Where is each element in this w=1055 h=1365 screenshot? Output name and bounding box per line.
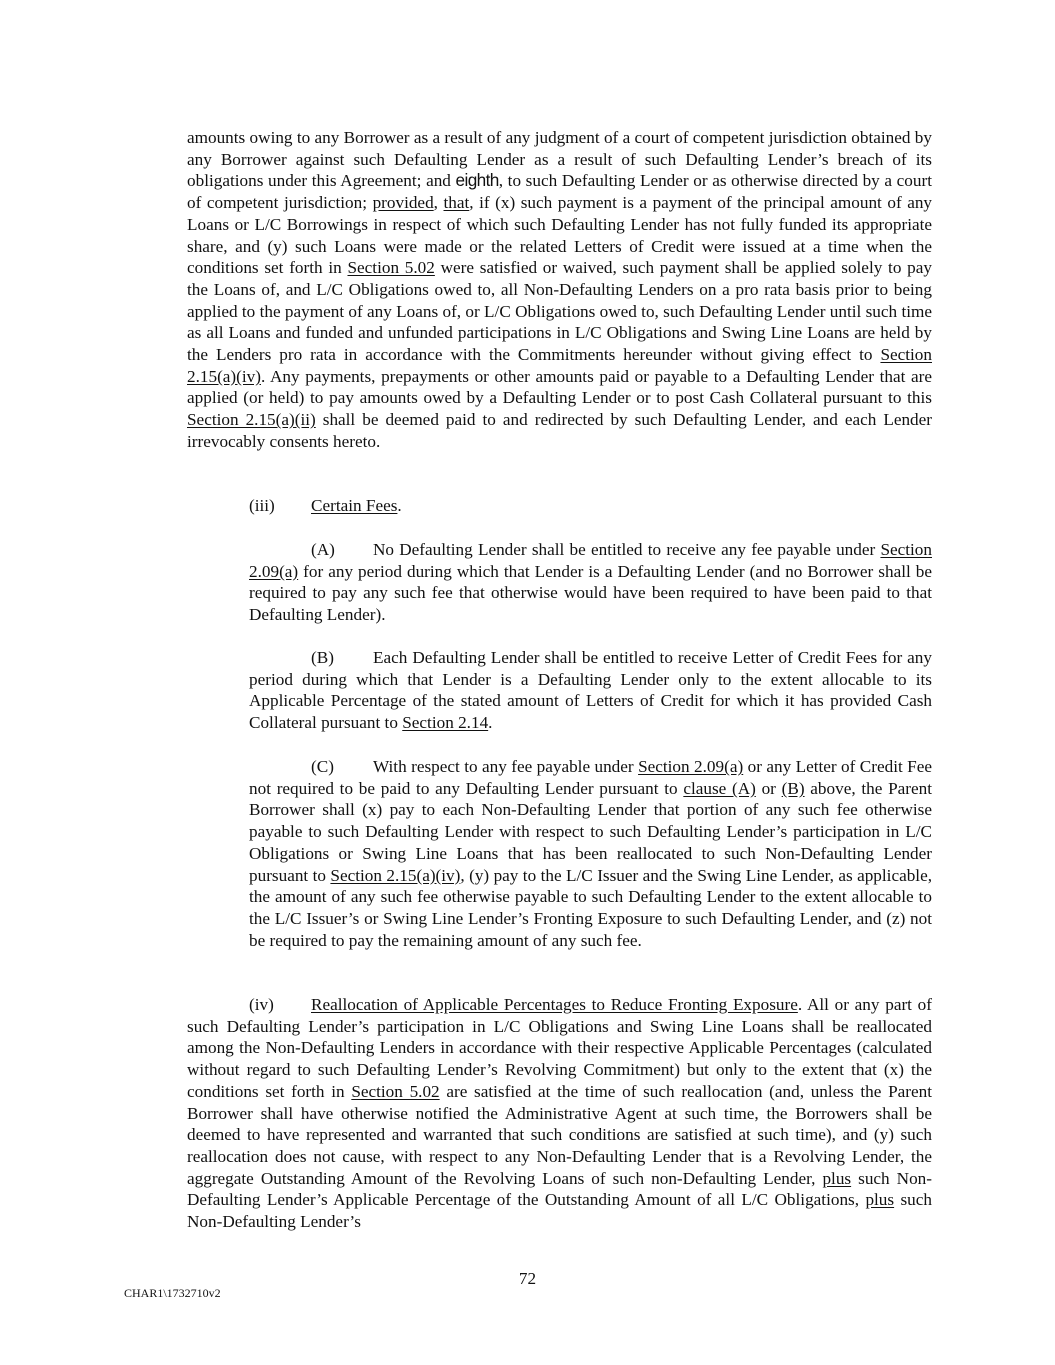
subparagraph-label: (A) xyxy=(311,540,335,559)
section-reference: Section 5.02 xyxy=(351,1081,440,1101)
text-run: With respect to any fee payable under xyxy=(373,757,639,776)
section-title: Certain Fees xyxy=(311,496,398,515)
section-number: (iv) xyxy=(249,995,274,1014)
text-run: , to such Defaulting Lender or as otherwise directed by a court of competent jurisdiction; xyxy=(187,171,932,213)
section-reference: Section 2.15(a)(iv) xyxy=(330,865,461,885)
term-plus: plus xyxy=(822,1168,852,1188)
paragraph-defaulting-lender-payments xyxy=(187,127,932,453)
section-title: Reallocation of Applicable Percentages to Reduce Fronting Exposure xyxy=(311,995,798,1014)
text-run: or xyxy=(755,778,782,798)
clause-reference: (B) xyxy=(781,778,805,798)
text-run: amounts owing to any Borrower as a result of any judgment of a court of competent jurisdiction obtained by any Borrower against such Defaulting Lender as a result of such Defaulting Lender’s breach of its obligations under this Agreement; and xyxy=(187,128,932,191)
section-reference: Section 2.09(a) xyxy=(638,757,744,776)
subparagraph-b xyxy=(249,647,932,734)
text-run: . xyxy=(488,713,493,733)
text-run: such Non-Defaulting Lender’s Applicable Percentage of the Outstanding Amount of all L/C Obligations, xyxy=(187,1168,932,1210)
section-heading-certain-fees xyxy=(249,495,932,517)
text-run: , (y) pay to the L/C Issuer and the Swing Line Lender, as applicable, the amount of any such fee otherwise payable to such Defaulting Lender to the extent allocable to the L/C Issuer’s or Swing Line Lender’s Fronting Exposure to such Defaulting Lender, and (z) not be required to pay the remaining amount of any such fee. xyxy=(249,865,932,950)
text-run: Each Defaulting Lender shall be entitled to receive Letter of Credit Fees for any period during which that Lender is a Defaulting Lender only to the extent allocable to its Applicable Percentage of the stated amount of Letters of Credit for which it has provided Cash Collateral pursuant to xyxy=(249,648,932,733)
subparagraph-label: (B) xyxy=(311,648,334,667)
subparagraph-label: (C) xyxy=(311,757,334,776)
text-run: for any period during which that Lender is a Defaulting Lender (and no Borrower shall be required to pay any such fee that otherwise would have been required to have been paid to that Defaulting Lender). xyxy=(249,561,932,625)
section-reference: Section 2.09(a) xyxy=(249,540,932,581)
term-that: that xyxy=(443,193,470,213)
section-reference: Section 2.15(a)(iv) xyxy=(187,345,932,386)
text-run: , xyxy=(433,193,444,213)
subparagraph-a xyxy=(249,539,932,626)
section-reference: Section 2.15(a)(ii) xyxy=(187,410,316,430)
text-run: or any Letter of Credit Fee not required to be paid to any Defaulting Lender pursuant to xyxy=(249,757,932,798)
text-run: were satisfied or waived, such payment shall be applied solely to pay the Loans of, and L/C Obligations owed to, all Non-Defaulting Lenders on a pro rata basis prior to being applied to the payment of any Loans of, or L/C Obligations owed to, such Defaulting Lender until such time as all Loans and funded and unfunded participations in L/C Obligations and Swing Line Loans are held by the Lenders pro rata in accordance with the Commitments hereunder without giving effect to xyxy=(187,258,932,365)
section-reference: Section 5.02 xyxy=(347,258,435,278)
section-reallocation xyxy=(187,994,932,1233)
text-run: . xyxy=(397,496,402,515)
term-provided: provided xyxy=(372,193,434,213)
term-plus: plus xyxy=(865,1190,895,1210)
text-run: No Defaulting Lender shall be entitled to receive any fee payable under xyxy=(373,540,881,559)
subparagraph-c xyxy=(249,756,932,951)
text-run: . Any payments, prepayments or other amounts paid or payable to a Defaulting Lender that are applied (or held) to pay amounts owed by a Defaulting Lender or to post Cash Collateral pursuant to this xyxy=(187,366,932,408)
section-number: (iii) xyxy=(249,496,275,515)
page-number: 72 xyxy=(518,1269,537,1288)
term-eighth: eighth xyxy=(455,170,499,191)
text-run: . All or any part of such Defaulting Lender’s participation in L/C Obligations and Swing Line Loans shall be reallocated among the Non-Defaulting Lenders in accordance with their respective Applicable Percentages (calculated without regard to such Defaulting Lender’s Revolving Commitment) but only to the extent that (x) the conditions set forth in xyxy=(187,995,932,1101)
text-run: shall be deemed paid to and redirected by such Defaulting Lender, and each Lender irrevocably consents hereto. xyxy=(187,410,932,451)
text-run: are satisfied at the time of such reallocation (and, unless the Parent Borrower shall have otherwise notified the Administrative Agent at such time, the Borrowers shall be deemed to have represented and warranted that such conditions are satisfied at such time), and (y) such reallocation does not cause, with respect to any Non-Defaulting Lender that is a Revolving Lender, the aggregate Outstanding Amount of the Revolving Loans of such non-Defaulting Lender, xyxy=(187,1081,932,1188)
text-run: such Non-Defaulting Lender’s xyxy=(187,1190,933,1232)
text-run: , if (x) such payment is a payment of the principal amount of any Loans or L/C Borrowings in respect of which such Defaulting Lender has not fully funded its appropriate share, and (y) such Loans were made or the related Letters of Credit were issued at a time when the conditions set forth in xyxy=(187,193,933,278)
section-reference: Section 2.14 xyxy=(402,713,489,733)
document-id: CHAR1\1732710v2 xyxy=(124,1286,221,1300)
text-run: above, the Parent Borrower shall (x) pay to each Non-Defaulting Lender that portion of any such fee otherwise payable to such Defaulting Lender with respect to such Defaulting Lender’s participation in L/C Obligations or Swing Line Loans that has been reallocated to such Non-Defaulting Lender pursuant to xyxy=(249,778,932,885)
clause-reference: clause (A) xyxy=(683,778,756,798)
